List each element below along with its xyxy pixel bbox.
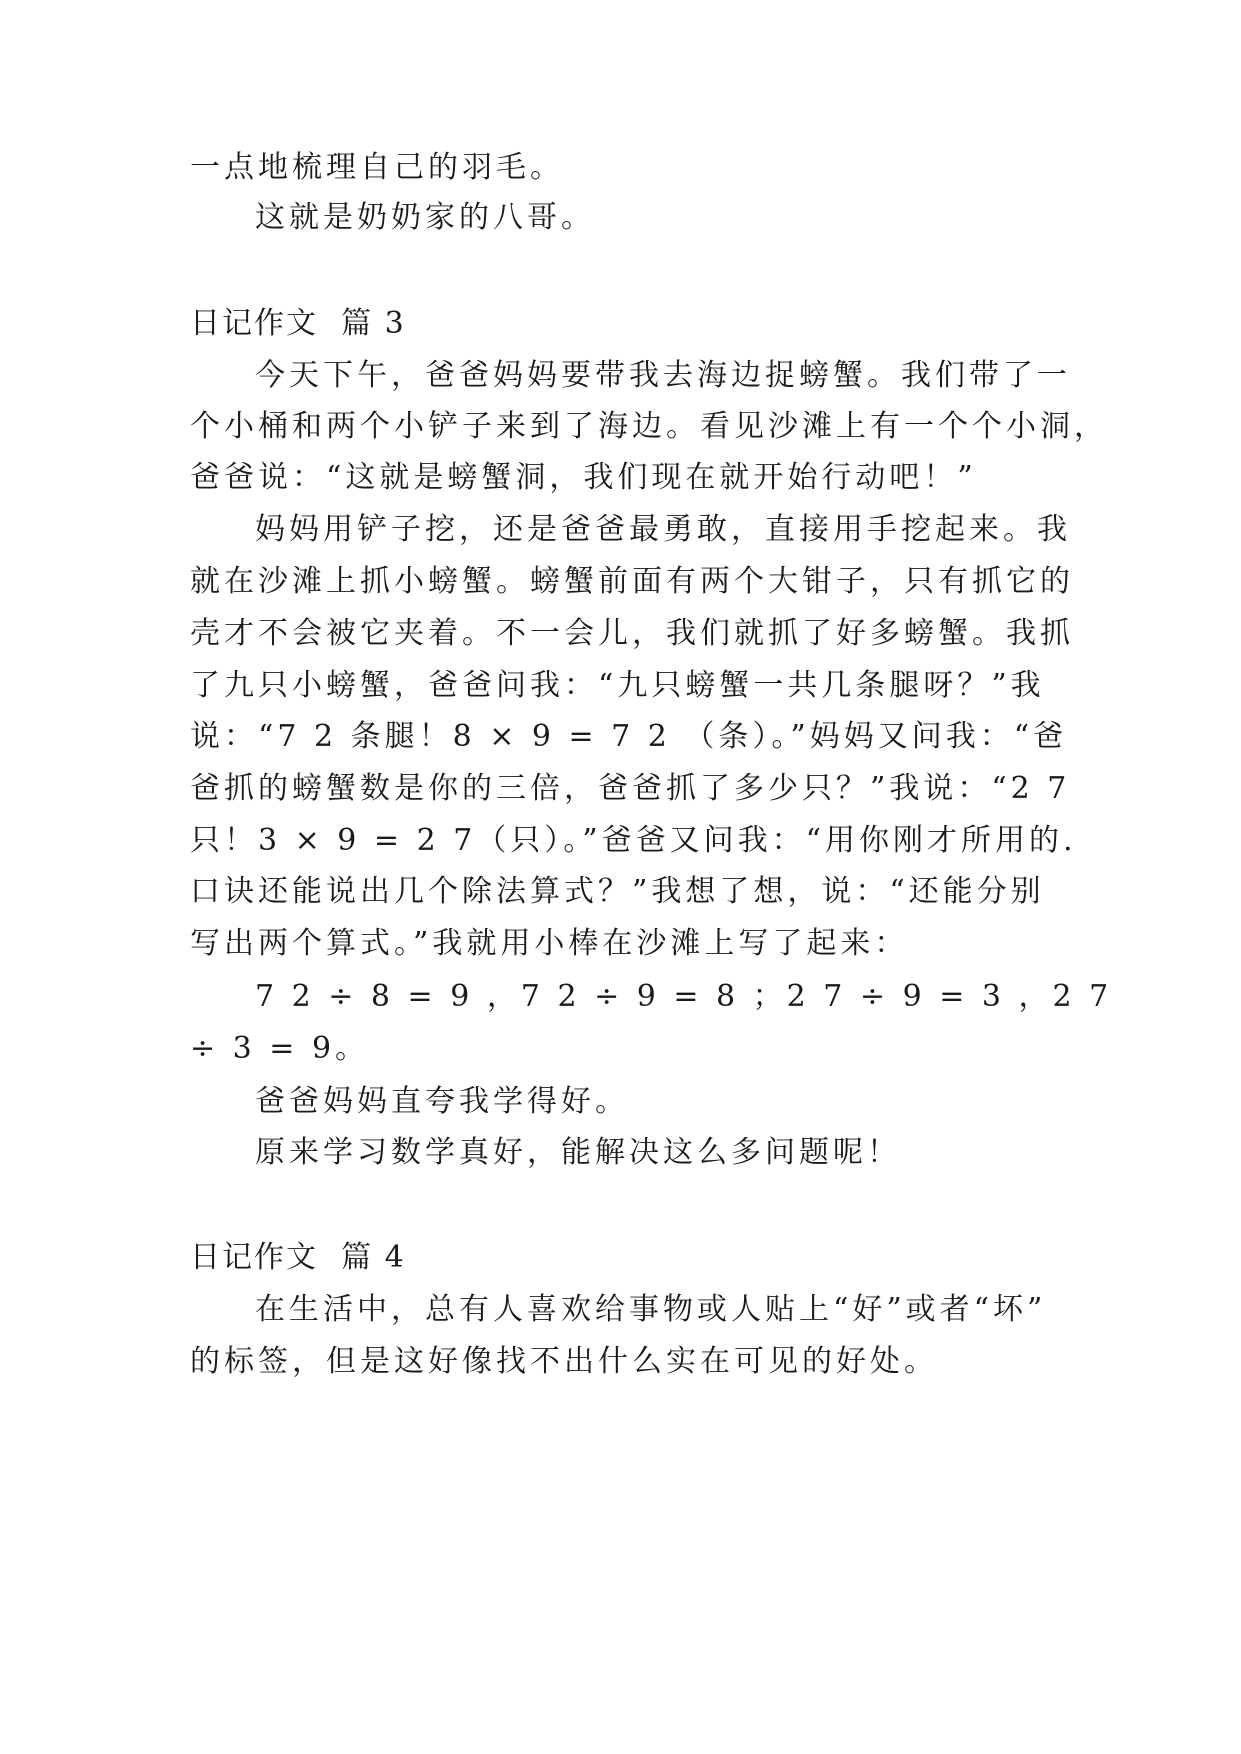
paragraph-line: 个小桶和两个小铲子来到了海边。看见沙滩上有一个个小洞，	[190, 409, 1108, 444]
paragraph-line: 口诀还能说出几个除法算式？”我想了想，说：“还能分别	[190, 874, 1045, 909]
paragraph-line: 就在沙滩上抓小螃蟹。螃蟹前面有两个大钳子，只有抓它的	[190, 564, 1074, 599]
paragraph-line: 写出两个算式。”我就用小棒在沙滩上写了起来：	[190, 926, 909, 961]
paragraph-line: 原来学习数学真好，能解决这么多问题呢！	[255, 1135, 901, 1170]
paragraph-line: 妈妈用铲子挖，还是爸爸最勇敢，直接用手挖起来。我	[255, 512, 1071, 547]
text-line: 这就是奶奶家的八哥。	[255, 200, 595, 235]
paragraph-line: 爸爸说：“这就是螃蟹洞，我们现在就开始行动吧！”	[190, 460, 977, 495]
paragraph-line: 了九只小螃蟹，爸爸问我：“九只螃蟹一共几条腿呀？”我	[190, 668, 1045, 703]
paragraph-line: 今天下午，爸爸妈妈要带我去海边捉螃蟹。我们带了一	[255, 358, 1071, 393]
paragraph-line: 的标签，但是这好像找不出什么实在可见的好处。	[190, 1344, 938, 1379]
equation-line: 7 2 ÷ 8 = 9 ，7 2 ÷ 9 = 8 ；2 7 ÷ 9 = 3 ，2 7	[255, 979, 1113, 1014]
paragraph-line: 爸抓的螃蟹数是你的三倍，爸爸抓了多少只？”我说：“2 7	[190, 771, 1071, 806]
equation-line: ÷ 3 = 9。	[190, 1031, 370, 1066]
text-line: 一点地梳理自己的羽毛。	[190, 150, 564, 185]
paragraph-line: 只！3 × 9 = 2 7（只）。”爸爸又问我：“用你刚才所用的.	[190, 823, 1077, 858]
paragraph-line: 在生活中，总有人喜欢给事物或人贴上“好”或者“坏”	[255, 1292, 1047, 1327]
section-heading: 日记作文 篇 4	[190, 1240, 406, 1275]
paragraph-line: 说：“7 2 条腿！8 × 9 = 7 2 （条）。”妈妈又问我：“爸	[190, 719, 1068, 754]
paragraph-line: 壳才不会被它夹着。不一会儿，我们就抓了好多螃蟹。我抓	[190, 616, 1074, 651]
paragraph-line: 爸爸妈妈直夸我学得好。	[255, 1084, 629, 1119]
section-heading: 日记作文 篇 3	[190, 306, 406, 341]
